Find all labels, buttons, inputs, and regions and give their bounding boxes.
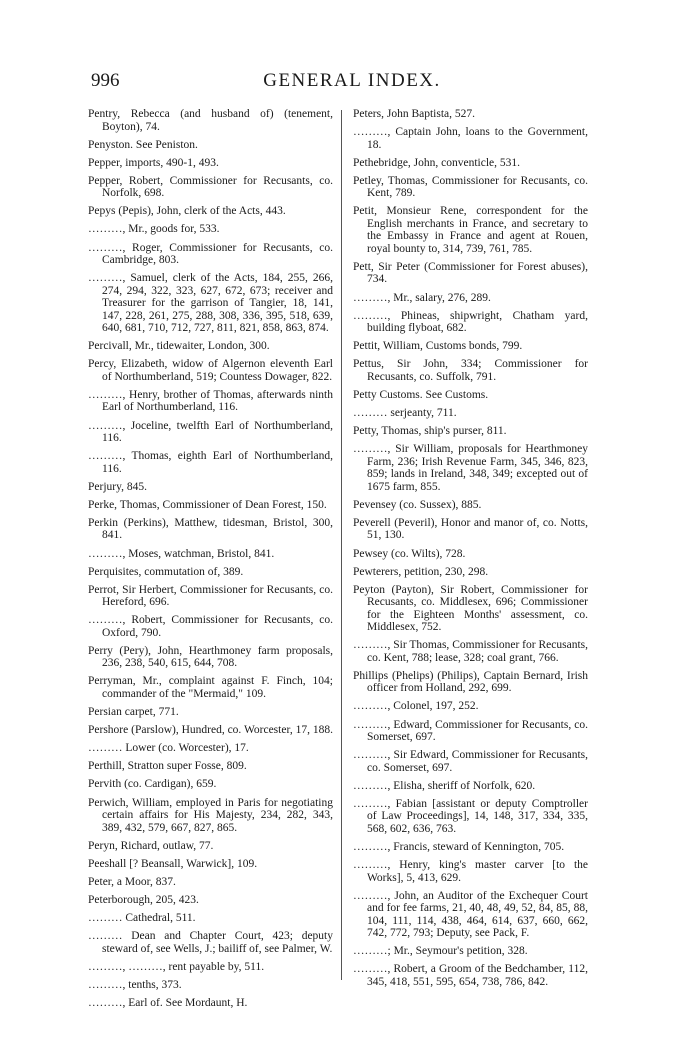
index-entry: Peterborough, 205, 423. <box>88 893 199 906</box>
index-entry: Pepper, Robert, Commissioner for Recusants, co. Norfolk, 698. <box>88 174 333 200</box>
index-entry: ………, Mr., goods for, 533. <box>88 223 220 236</box>
index-entry: ………, Francis, steward of Kennington, 705. <box>353 840 565 853</box>
index-entry: Petley, Thomas, Commissioner for Recusants, co. Kent, 789. <box>353 174 588 200</box>
index-entry: ………, Sir Thomas, Commissioner for Recusants, co. Kent, 788; lease, 328; coal grant, 766. <box>353 639 588 664</box>
index-entry: ………, tenths, 373. <box>88 978 182 991</box>
index-entry: ………, Phineas, shipwright, Chatham yard, building flyboat, 682. <box>353 309 588 335</box>
index-entry: Pewsey (co. Wilts), 728. <box>353 547 466 560</box>
index-entry: Peeshall [? Beansall, Warwick], 109. <box>88 857 258 870</box>
page-title: GENERAL INDEX. <box>263 70 441 91</box>
column-divider <box>341 110 342 980</box>
index-entry: Petty, Thomas, ship's purser, 811. <box>353 425 507 438</box>
page-header <box>0 70 674 96</box>
index-entry: ………, Colonel, 197, 252. <box>353 700 479 713</box>
index-entry: Peryn, Richard, outlaw, 77. <box>88 839 214 852</box>
index-entry: Peverell (Peveril), Honor and manor of, co. Notts, 51, 130. <box>353 516 588 542</box>
index-entry: Pepys (Pepis), John, clerk of the Acts, 443. <box>88 205 286 218</box>
index-entry: ……… Lower (co. Worcester), 17. <box>88 742 249 755</box>
index-entry: ………, Mr., salary, 276, 289. <box>353 291 491 304</box>
index-entry: ………, Fabian [assistant or deputy Comptroller of Law Proceedings], 14, 148, 317, 334, 335, 568, 602, 636, 763. <box>353 797 588 835</box>
index-entry: Perrot, Sir Herbert, Commissioner for Recusants, co. Hereford, 696. <box>88 583 333 609</box>
index-entry: ………, Earl of. See Mordaunt, H. <box>88 996 248 1009</box>
index-entry: Pettus, Sir John, 334; Commissioner for Recusants, co. Suffolk, 791. <box>353 358 588 383</box>
index-entry: ……… serjeanty, 711. <box>353 407 457 420</box>
index-entry: ………, Roger, Commissioner for Recusants, co. Cambridge, 803. <box>88 241 333 267</box>
index-entry: ………, Elisha, sheriff of Norfolk, 620. <box>353 779 536 792</box>
index-entry: Perry (Pery), John, Hearthmoney farm proposals, 236, 238, 540, 615, 644, 708. <box>88 644 333 670</box>
index-entry: Peyton (Payton), Sir Robert, Commissioner for Recusants, co. Middlesex, 696; Commissioner for the Eighteen Months' assessment, co. Middlesex, 752. <box>353 583 588 634</box>
index-entry: Perjury, 845. <box>88 480 147 493</box>
index-entry: ………, Captain John, loans to the Government, 18. <box>353 126 588 151</box>
index-entry: Pentry, Rebecca (and husband of) (tenement, Boyton), 74. <box>88 108 333 133</box>
index-entry: Persian carpet, 771. <box>88 706 179 719</box>
index-entry: ………, Samuel, clerk of the Acts, 184, 255, 266, 274, 294, 322, 323, 627, 672, 673; receiver and Treasurer for the garrison of Tangier, 18, 141, 147, 228, 261, 275, 288, 308, 336, 395, 518, 639, 640, 681, 710, 712, 727, 811, 821, 858, 863, 874. <box>88 272 333 335</box>
index-column-right <box>353 108 588 994</box>
index-entry: ………, Henry, brother of Thomas, afterwards ninth Earl of Northumberland, 116. <box>88 388 333 414</box>
index-entry: ………, Henry, king's master carver [to the Works], 5, 413, 629. <box>353 859 588 884</box>
index-entry: Percy, Elizabeth, widow of Algernon eleventh Earl of Northumberland, 519; Countess Dowager, 822. <box>88 358 333 383</box>
index-entry: ……… Dean and Chapter Court, 423; deputy steward of, see Wells, J.; bailiff of, see Palmer, W. <box>88 930 333 955</box>
index-entry: Pepper, imports, 490-1, 493. <box>88 156 219 169</box>
index-entry: ………, Robert, a Groom of the Bedchamber, 112, 345, 418, 551, 595, 654, 738, 786, 842. <box>353 963 588 988</box>
index-entry: Perwich, William, employed in Paris for negotiating certain affairs for His Majesty, 234, 282, 343, 389, 432, 579, 667, 827, 865. <box>88 796 333 834</box>
page-number: 996 <box>91 70 120 91</box>
index-entry: Petit, Monsieur Rene, correspondent for the English merchants in France, and secretary to the Embassy in France and agent at Rouen, royal bounty to, 314, 739, 761, 785. <box>353 205 588 255</box>
index-entry: ………, Thomas, eighth Earl of Northumberland, 116. <box>88 450 333 475</box>
index-entry: Peters, John Baptista, 527. <box>353 108 476 120</box>
index-entry: Pethebridge, John, conventicle, 531. <box>353 156 521 169</box>
index-entry: Pershore (Parslow), Hundred, co. Worcester, 17, 188. <box>88 724 333 737</box>
index-entry: ………, ………, rent payable by, 511. <box>88 960 265 973</box>
index-entry: Pettit, William, Customs bonds, 799. <box>353 340 523 353</box>
index-entry: Peter, a Moor, 837. <box>88 875 176 888</box>
index-entry: Perryman, Mr., complaint against F. Finch, 104; commander of the "Mermaid," 109. <box>88 675 333 700</box>
index-entry: Perquisites, commutation of, 389. <box>88 565 244 578</box>
index-entry: Phillips (Phelips) (Philips), Captain Bernard, Irish officer from Holland, 292, 699. <box>353 669 588 695</box>
index-entry: ………, Joceline, twelfth Earl of Northumberland, 116. <box>88 419 333 445</box>
index-entry: Pevensey (co. Sussex), 885. <box>353 498 482 511</box>
index-entry: ………, Moses, watchman, Bristol, 841. <box>88 547 275 560</box>
index-entry: Pervith (co. Cardigan), 659. <box>88 778 217 791</box>
index-entry: ………, Edward, Commissioner for Recusants, co. Somerset, 697. <box>353 718 588 744</box>
index-entry: Petty Customs. See Customs. <box>353 388 489 401</box>
index-entry: Perthill, Stratton super Fosse, 809. <box>88 760 247 773</box>
index-entry: ………; Mr., Seymour's petition, 328. <box>353 945 528 958</box>
index-entry: Perkin (Perkins), Matthew, tidesman, Bristol, 300, 841. <box>88 516 333 542</box>
index-column-left <box>88 108 333 1015</box>
index-entry: Pett, Sir Peter (Commissioner for Forest abuses), 734. <box>353 260 588 286</box>
index-entry: ………, Robert, Commissioner for Recusants, co. Oxford, 790. <box>88 614 333 639</box>
index-entry: ……… Cathedral, 511. <box>88 912 196 924</box>
index-entry: Pewterers, petition, 230, 298. <box>353 565 489 578</box>
index-entry: ………, John, an Auditor of the Exchequer Court and for fee farms, 21, 40, 48, 49, 52, 84, 85, 88, 104, 111, 114, 438, 464, 614, 637, 660, 662, 742, 772, 793; Deputy, see Pack, F. <box>353 889 588 940</box>
index-entry: ………, Sir William, proposals for Hearthmoney Farm, 236; Irish Revenue Farm, 345, 346, 823, 859; lands in Ireland, 348, 349; excepted out of 1675 farm, 855. <box>353 443 588 493</box>
index-entry: ………, Sir Edward, Commissioner for Recusants, co. Somerset, 697. <box>353 749 588 774</box>
index-entry: Percivall, Mr., tidewaiter, London, 300. <box>88 340 270 353</box>
index-entry: Penyston. See Peniston. <box>88 138 198 151</box>
index-entry: Perke, Thomas, Commissioner of Dean Forest, 150. <box>88 498 327 511</box>
